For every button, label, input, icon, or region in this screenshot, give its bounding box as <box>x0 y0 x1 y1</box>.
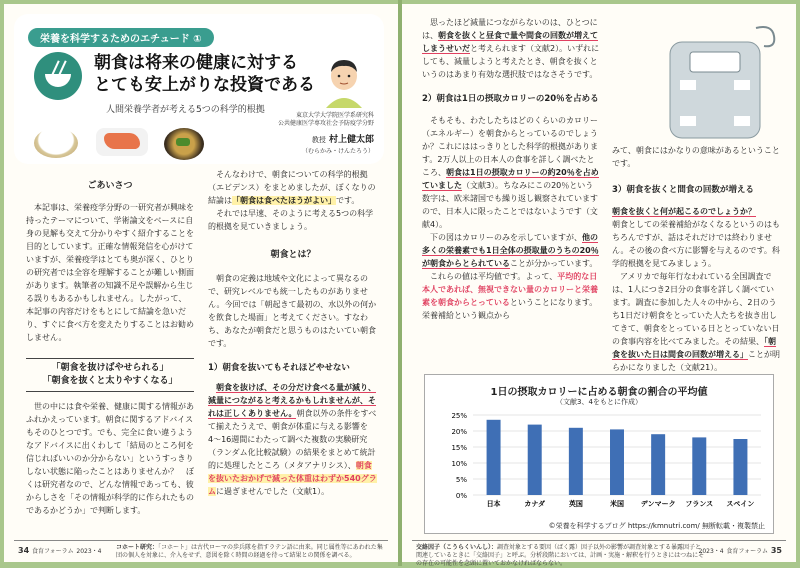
mid-paragraph-1: そんなわけで、朝食についての科学的根拠（エビデンス）をまとめましたが、ぼくなりの結論は「朝食は食べたほうがよい」です。 <box>208 170 376 205</box>
author-name: 教授 村上健太郎 <box>311 135 374 145</box>
x-tick-label: 英国 <box>568 500 583 508</box>
chart-title: 1日の摂取カロリーに占める朝食の割合の平均値 <box>490 387 708 398</box>
y-tick-label: 5% <box>455 476 467 484</box>
point3-text-a: 朝食としての栄養補給がなくなるというのはもちろんですが、話はそれだけでは終わりません。その後の食べ方に影響を与えるのです。科学的根拠を見てみましょう。 <box>612 220 780 268</box>
right-page <box>402 4 796 567</box>
article-header <box>14 14 384 164</box>
salmon-photo <box>96 128 148 156</box>
point2-title: 2）朝食は1日の摂取カロリーの20％を占める <box>422 94 599 104</box>
article-title <box>94 52 334 96</box>
point3-text-b: アメリカで毎年行なわれている全国調査では、1人につき2日分の食事を詳しく調べています。調査に参加した人々の中から、2日のうち1日だけ朝食をとっていた人たちを抜き出してきて、朝食をとっている日ととっていない日の食事内容を比べてみました。その結果、「朝食を抜いた日は間食の回数が増える」ことが明らかになりました（文献21）。 <box>612 272 780 372</box>
greeting-text: 本記事は、栄養疫学分野の一研究者が興味を持ったテーマについて、学術論文をベースに自身の見解も交えて分かりやすく紹介することを目的としています。正確な情報発信を心がけていますが、栄養疫学はとても奥が深く、ひとりの研究者では全容を理解することが難しい側面があります。執筆者の知識不足や誤解から生じる誤りもあるかもしれません。したがって、本記事の内容だけをもとにして結論を急いだり、すぐに食べ方を変えたりすることはお勧めしません。 <box>26 203 194 342</box>
breakfast-calorie-chart <box>424 374 774 534</box>
x-tick-label: スペイン <box>726 500 755 508</box>
x-tick-label: 米国 <box>610 500 624 508</box>
series-tag: 栄養を科学するためのエチュード ① <box>28 28 214 47</box>
miso-soup-photo <box>164 128 204 160</box>
y-tick-label: 10% <box>451 460 467 468</box>
x-tick-label: デンマーク <box>640 500 676 508</box>
left-page <box>4 4 398 562</box>
bar-1 <box>528 425 542 495</box>
bar-5 <box>692 437 706 495</box>
cohort-note: コホート研究：「コホート」は古代ローマの歩兵隊を指すラテン語に由来。同じ属性等にあわれた集団の個人を対象に、介入をせず、意図を除く時間の経過を待って結果との関係を調べる。 <box>116 544 383 559</box>
what-title: 朝食とは？ <box>270 250 316 260</box>
left-column <box>26 180 194 517</box>
y-tick-label: 20% <box>451 428 467 436</box>
confounder-note: 交絡因子（こうらくいんし）：調査対象とする要因（ばく露）因子以外の影響が調査対象とする暴露因子と関連しているときに「交絡因子」と呼ぶ。分析段階においては、計画・実施・解釈を行うときにはつねにその存在の可能性を念頭に置いておかなければならない。 <box>416 544 705 567</box>
rice-bowl-logo-icon <box>34 52 82 100</box>
bar-4 <box>651 434 665 495</box>
point2-text: そもそも、わたしたちはどのくらいのカロリー（エネルギー）を朝食からとっているのでしょうか？これにははっきりとした科学的根拠があります。2万人以上の日本人の食事を詳しく調べたところ、朝食は1日の摂取カロリーの約20％を占めていました（文献3）。ちなみにこの20％という数字は、欧米諸国でも繰り返し観察されていますので、日本人に限ったことではないようです（文献4）。 <box>422 116 599 229</box>
middle-column <box>208 168 378 498</box>
point2-text-2: 下の図はカロリーのみを示していますが、他の多くの栄養素でも1日全体の摂取量のうちの20％が朝食からとられていることが分かっています。 <box>422 233 599 268</box>
point2-text-3: これらの値は平均値です。よって、平均的な日本人であれば、無視できない量のカロリーと栄養素を朝食からとっているということになります。栄養補給という観点から <box>422 272 598 320</box>
y-tick-label: 0% <box>455 492 467 500</box>
right-column-1 <box>422 16 600 322</box>
title-line-1: 朝食は将来の健康に対する <box>94 53 298 73</box>
chart-plot <box>425 375 775 535</box>
y-tick-label: 25% <box>451 412 467 420</box>
point1-text: 朝食を抜けば、その分だけ食べる量が減り、減量につながると考えるかもしれませんが、それは正しくありません。朝食以外の条件をすべて揃えたうえで、朝食が体重に与える影響を4〜16週間にわたって調べた複数の実験研究（ランダム化比較試験）の結果をまとめて統計的に処理したところ（メタアナリシス）、朝食を抜いたおかげで減った体重はわずか540グラムに過ぎませんでした（文献1）。 <box>208 383 377 496</box>
bar-2 <box>569 428 583 495</box>
bar-6 <box>733 439 747 495</box>
rice-bowl-photo <box>34 128 78 158</box>
y-tick-label: 15% <box>451 444 467 452</box>
point3-question: 朝食を抜くと何が起こるのでしょうか？ <box>612 207 756 216</box>
right-footer <box>402 540 796 567</box>
chart-copyright: ©栄養を科学するブログ https://kmnutri.com/ 無断転載・複製禁止 <box>548 522 765 530</box>
what-text: 朝食の定義は地域や文化によって異なるので、研究レベルでも統一したものがありません。今回では「朝起きて最初の、水以外の何かを飲食した場面」と考えてください。すなわち、あなたが朝食だと思うものはたいてい朝食です。 <box>208 274 377 348</box>
x-tick-label: カナダ <box>524 500 546 508</box>
bar-0 <box>487 420 501 495</box>
author-reading: （むらかみ・けんたろう） <box>301 148 374 155</box>
x-tick-label: フランス <box>685 500 714 508</box>
myth-text: 世の中には食や栄養、健康に関する情報があふれかえっています。朝食に関するアドバイスもそのひとつです。でも、完全に食い違うようなアドバイスに出くわして「結局のところ何を信じればいいのか分からない」というすっきりしない状態に陥ったことはありませんか？ ぼくは研究者なので、どんな情報であっても、彼からしさを「その情報が科学的に作られたものであるかどうか」で判断します。 <box>26 402 194 515</box>
greeting-title: ごあいさつ <box>87 181 133 191</box>
point1-title: 1）朝食を抜いてもそれほどやせない <box>208 363 350 373</box>
bar-3 <box>610 429 624 495</box>
author-affiliation: 東京大学大学院医学系研究科 公共健康医学専攻社会予防疫学分野 <box>277 112 374 127</box>
point3-title: 3）朝食を抜くと間食の回数が増える <box>612 185 754 195</box>
col3-intro: みて、朝食にはかなりの意味があるということです。 <box>612 146 780 168</box>
left-footer <box>4 540 398 562</box>
right-column-2 <box>612 144 780 374</box>
page-number-right: 2023・4 食育フォーラム 35 <box>698 546 782 555</box>
myth-box: 「朝食を抜けばやせられる」 「朝食を抜くと太りやすくなる」 <box>26 358 194 392</box>
author-portrait-icon <box>316 52 372 108</box>
chart-subtitle: （文献3、4をもとに作成） <box>556 398 642 406</box>
mid-paragraph-2: それでは早速、そのように考える5つの科学的根拠を見ていきましょう。 <box>208 209 374 231</box>
col1-paragraph: 思ったほど減量につながらないのは、ひとつには、朝食を抜くと昼食で量や間食の回数が増えてしまうせいだと考えられます（文献2）。いずれにしても、減量しようと考えたとき、朝食を抜くというのはあまり有効な選択肢ではなさそうです。 <box>422 18 600 79</box>
title-line-2: とても安上がりな投資である <box>94 75 315 95</box>
x-tick-label: 日本 <box>486 500 501 508</box>
weighing-scale-icon <box>660 22 780 144</box>
article-subtitle: 人間栄養学者が考える5つの科学的根拠 <box>106 105 265 115</box>
page-number: 34 食育フォーラム 2023・4 <box>18 546 102 555</box>
